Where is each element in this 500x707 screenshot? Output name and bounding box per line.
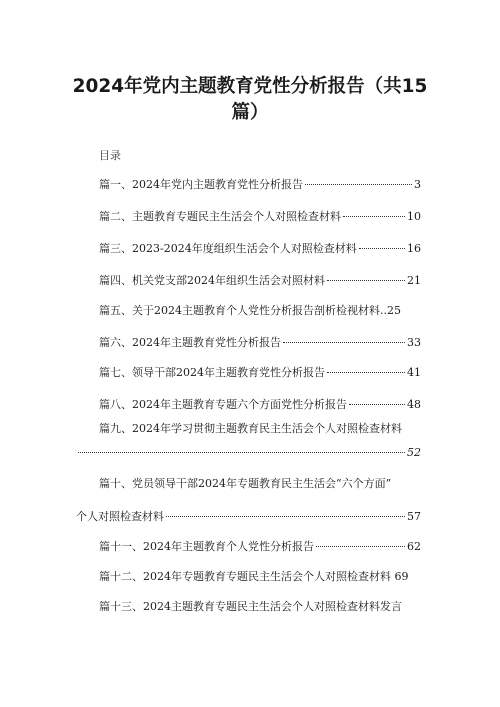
- toc-entry-12[interactable]: 篇十二、2024年专题教育专题民主生活会个人对照检查材料 69: [99, 570, 409, 583]
- toc-entry-9-label[interactable]: 篇九、2024年学习贯彻主题教育民主生活会个人对照检查材料: [99, 422, 402, 435]
- toc-entry-label: 篇四、机关党支部2024年组织生活会对照材料: [99, 274, 325, 287]
- toc-entry-5[interactable]: 篇五、关于2024主题教育个人党性分析报告剖析检视材料..25: [99, 304, 401, 317]
- toc-leader-dots: [316, 546, 405, 547]
- toc-page-number: 16: [407, 242, 421, 255]
- toc-entry-label: 个人对照检查材料: [76, 510, 164, 523]
- toc-entry-6[interactable]: [99, 334, 421, 350]
- toc-entry-8[interactable]: [99, 396, 421, 412]
- toc-entry-label: 篇二、主题教育专题民主生活会个人对照检查材料: [99, 210, 341, 223]
- toc-leader-dots: [327, 280, 405, 281]
- toc-leader-dots: [349, 404, 405, 405]
- toc-entry-11[interactable]: [99, 538, 421, 554]
- toc-entry-1[interactable]: [99, 176, 421, 192]
- toc-leader-dots: [166, 516, 405, 517]
- toc-entry-label: 篇一、2024年党内主题教育党性分析报告: [99, 178, 303, 191]
- toc-leader-dots: [343, 216, 405, 217]
- toc-leader-dots: [327, 372, 405, 373]
- toc-page-number: 3: [414, 178, 421, 191]
- toc-entry-9[interactable]: [76, 446, 421, 459]
- toc-leader-dots: [78, 452, 405, 453]
- document-title: 2024年党内主题教育党性分析报告（共15篇）: [72, 76, 428, 123]
- toc-entry-4[interactable]: [99, 272, 421, 288]
- toc-page-number: 57: [407, 510, 421, 523]
- toc-page-number: 62: [407, 540, 421, 553]
- toc-page-number: 52: [407, 446, 421, 459]
- toc-entry-10-label[interactable]: 篇十、党员领导干部2024年专题教育民主生活会“六个方面”: [99, 477, 392, 490]
- toc-heading: 目录: [99, 149, 121, 162]
- toc-page-number: 21: [407, 274, 421, 287]
- toc-leader-dots: [305, 184, 412, 185]
- toc-entry-label: 篇七、领导干部2024年主题教育党性分析报告: [99, 366, 325, 379]
- toc-page-number: 33: [407, 336, 421, 349]
- toc-page-number: 41: [407, 366, 421, 379]
- toc-entry-label: 篇六、2024年主题教育党性分析报告: [99, 336, 281, 349]
- toc-entry-10[interactable]: [76, 508, 421, 524]
- toc-entry-2[interactable]: [99, 208, 421, 224]
- toc-entry-7[interactable]: [99, 364, 421, 380]
- toc-entry-label: 篇八、2024年主题教育专题六个方面党性分析报告: [99, 398, 347, 411]
- toc-entry-3[interactable]: [99, 240, 421, 256]
- toc-page-number: 48: [407, 398, 421, 411]
- toc-leader-dots: [283, 342, 405, 343]
- toc-entry-label: 篇十一、2024年主题教育个人党性分析报告: [99, 540, 314, 553]
- toc-entry-label: 篇三、2023-2024年度组织生活会个人对照检查材料: [99, 242, 357, 255]
- toc-leader-dots: [359, 248, 405, 249]
- toc-page-number: 10: [407, 210, 421, 223]
- toc-entry-13[interactable]: 篇十三、2024主题教育专题民主生活会个人对照检查材料发言: [99, 600, 402, 613]
